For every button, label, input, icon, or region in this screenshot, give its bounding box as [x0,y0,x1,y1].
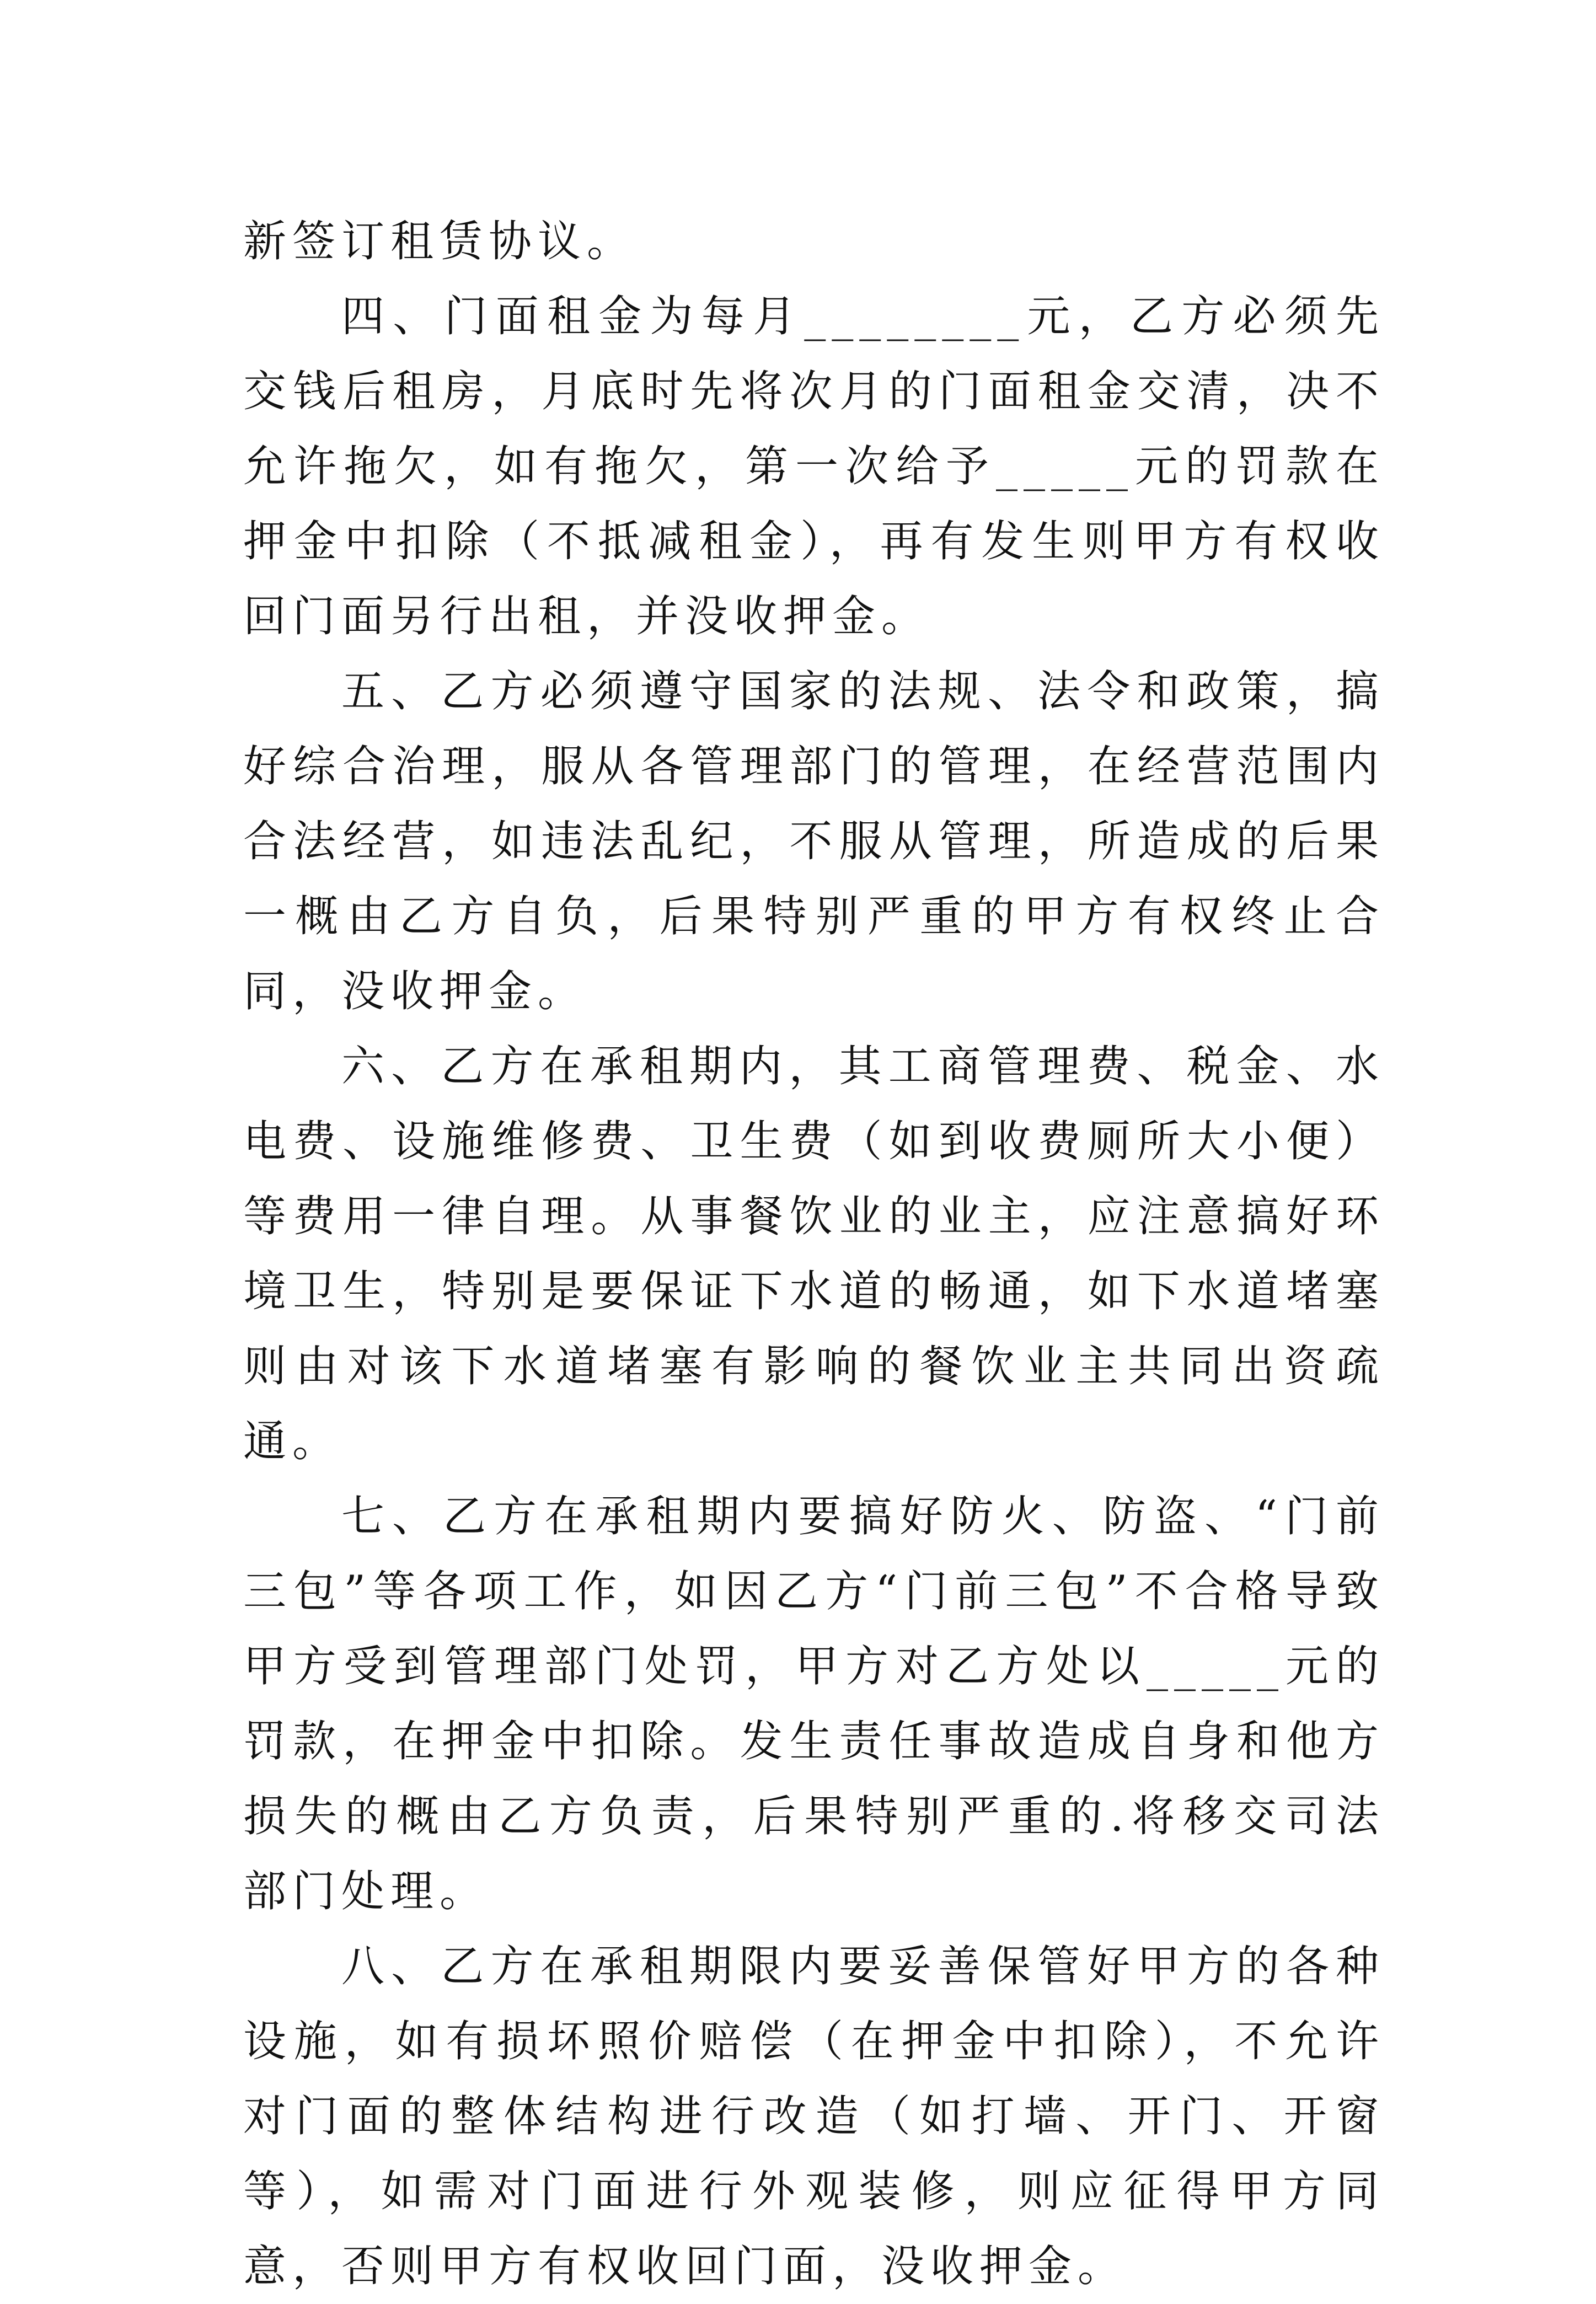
document-body [243,204,1385,2304]
paragraph-clause-6-fees: 六、乙方在承租期内，其工商管理费、税金、水电费、设施维修费、卫生费（如到收费厕所大小便）等费用一律自理。从事餐饮业的业主，应注意搞好环境卫生，特别是要保证下水道的畅通，如下水道堵塞则由对该下水道堵塞有影响的餐饮业主共同出资疏通。 [243,1042,1385,1466]
paragraph-continuation: 新签订租赁协议。 [243,217,636,266]
paragraph-clause-5-compliance: 五、乙方必须遵守国家的法规、法令和政策，搞好综合治理，服从各管理部门的管理，在经营范围内合法经营，如违法乱纪，不服从管理，所造成的后果一概由乙方自负，后果特别严重的甲方有权终止合同，没收押金。 [243,667,1385,1016]
paragraph-clause-7-safety: 七、乙方在承租期内要搞好防火、防盗、“门前三包”等各项工作，如因乙方“门前三包”不合格导致甲方受到管理部门处罚，甲方对乙方处以_____元的罚款，在押金中扣除。发生责任事故造成自身和他方损失的概由乙方负责，后果特别严重的.将移交司法部门处理。 [243,1492,1385,1916]
paragraph-clause-4-rent: 四、门面租金为每月________元，乙方必须先交钱后租房，月底时先将次月的门面租金交清，决不允许拖欠，如有拖欠，第一次给予_____元的罚款在押金中扣除（不抵减租金），再有发生则甲方有权收回门面另行出租，并没收押金。 [243,292,1385,641]
paragraph-clause-8-facilities: 八、乙方在承租期限内要妥善保管好甲方的各种设施，如有损坏照价赔偿（在押金中扣除），不允许对门面的整体结构进行改造（如打墙、开门、开窗等），如需对门面进行外观装修，则应征得甲方同意，否则甲方有权收回门面，没收押金。 [243,1942,1385,2291]
